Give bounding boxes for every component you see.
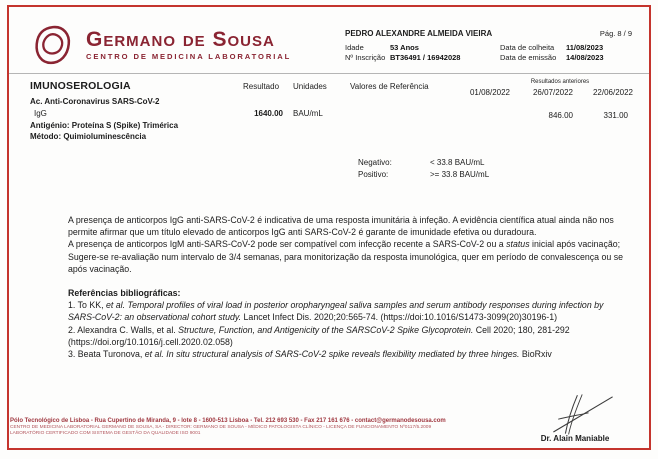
page-number: Pág. 8 / 9 [599, 29, 632, 38]
footer-license-line: CENTRO DE MEDICINA LABORATORIAL GERMANO DE SOUSA, SA - DIRECTOR: GERMANO DE SOUSA - MÉDICO PATOLOGISTA CLÍNICO - LICENÇA DE FUNCIONAMENTO Nº0117/5.2009 [10, 425, 432, 430]
test-name: IgG [34, 109, 47, 118]
reference-item [68, 348, 626, 360]
prev-date-2: 26/07/2022 [532, 88, 573, 97]
col-unidades: Unidades [293, 82, 327, 91]
note-p2-italic: status [506, 239, 530, 250]
inscricao-label: Nº Inscrição [345, 53, 386, 62]
colheita-label: Data de colheita [500, 43, 555, 52]
test-group: Ac. Anti-Coronavirus SARS-CoV-2 [30, 97, 160, 106]
emissao-value: 14/08/2023 [566, 53, 604, 62]
colheita-value: 11/08/2023 [566, 43, 604, 52]
inscricao-value: BT36491 / 16942028 [390, 53, 461, 62]
note-p2-before: A presença de anticorpos IgM anti-SARS-CoV-2 pode ser compatível com infecção recente a SARS-CoV-2 ou a [68, 239, 507, 250]
ref1-pre: 1. To KK, [68, 300, 106, 311]
idade-label: Idade [345, 43, 364, 52]
previous-results-label: Resultados anteriores [530, 79, 590, 85]
note-paragraph-1: A presença de anticorpos IgG anti-SARS-CoV-2 é indicativa de uma resposta imunitária à infeção. A evidência científica atual ainda não nos permite afirmar que um título elevado de anticorpos IgG anti SARS-CoV-2 é garante de imunidade efetiva ou duradoura. [68, 215, 614, 238]
ref-negative-label: Negativo: [358, 158, 392, 167]
col-resultado: Resultado [243, 82, 280, 91]
idade-value: 53 Anos [390, 43, 419, 52]
note-p2-after: inicial após vacinação; [529, 239, 621, 250]
ref-negative-value: < 33.8 BAU/mL [430, 158, 485, 167]
doctor-name: Dr. Alain Maniable [540, 434, 610, 443]
ref1-title: et al. Temporal profiles of viral load in posterior oropharyngeal saliva samples and serum antibody responses during infection by SARS-CoV-2: an observational cohort study. [68, 300, 604, 323]
note-paragraph-2 [68, 238, 626, 250]
ref3-title: et al. In situ structural analysis of SARS-CoV-2 spike reveals flexibility mediated by three hinges. [144, 349, 520, 360]
prev-result-3: 331.00 [603, 111, 628, 120]
brand-logo-icon [32, 24, 74, 66]
brand-header [32, 24, 291, 66]
header-divider [9, 73, 649, 74]
ref2-title: Structure, Function, and Antigenicity of the SARSCoV-2 Spike Glycoprotein. [178, 324, 474, 335]
prev-date-3: 22/06/2022 [592, 88, 633, 97]
prev-date-1: 01/08/2022 [469, 88, 510, 97]
ref-positive-value: >= 33.8 BAU/mL [430, 170, 490, 179]
ref-positive-label: Positivo: [358, 170, 389, 179]
reference-item [68, 299, 626, 323]
antigen-line: Antigénio: Proteína S (Spike) Trimérica [30, 121, 179, 130]
footer-certification-line: LABORATÓRIO CERTIFICADO COM SISTEMA DE GESTÃO DA QUALIDADE ISO 9001 [10, 431, 201, 436]
ref2-post: Cell 2020; 180, 281-292 (https://doi.org/10.1016/j.cell.2020.02.058) [68, 324, 570, 347]
emissao-label: Data de emissão [500, 53, 557, 62]
references-title: Referências bibliográficas: [68, 288, 181, 299]
prev-result-2: 846.00 [548, 111, 573, 120]
ref3-post: BioRxiv [519, 349, 552, 360]
patient-name: PEDRO ALEXANDRE ALMEIDA VIEIRA [345, 29, 493, 38]
footer-block [10, 418, 570, 437]
ref2-pre: 2. Alexandra C. Walls, et al. [68, 324, 179, 335]
brand-name: Germano de Sousa [86, 28, 275, 51]
method-line: Método: Quimioluminescência [30, 132, 147, 141]
notes-block [68, 214, 626, 360]
brand-text-block [86, 29, 291, 61]
ref3-pre: 3. Beata Turonova, [68, 349, 145, 360]
note-paragraph-3: Sugere-se re-avaliação num intervalo de 3/4 semanas, para monitorização da resposta imunológica, quer em período de convalescença ou se após vacinação. [68, 251, 624, 274]
col-valores: Valores de Referência [350, 82, 429, 91]
result-value: 1640.00 [254, 109, 283, 118]
footer-address-line: Pólo Tecnológico de Lisboa - Rua Cupertino de Miranda, 9 - lote 8 - 1600-513 Lisboa - Tel. 212 693 530 - Fax 217 161 676 - contact@germanodesousa.com [10, 418, 446, 424]
ref1-post: Lancet Infect Dis. 2020;20:565-74. (https://doi:10.1016/S1473-3099(20)30196-1) [241, 312, 558, 323]
reference-item [68, 324, 626, 348]
section-title: IMUNOSEROLOGIA [30, 80, 131, 92]
result-units: BAU/mL [293, 109, 323, 118]
brand-subtitle: CENTRO DE MEDICINA LABORATORIAL [86, 52, 292, 61]
